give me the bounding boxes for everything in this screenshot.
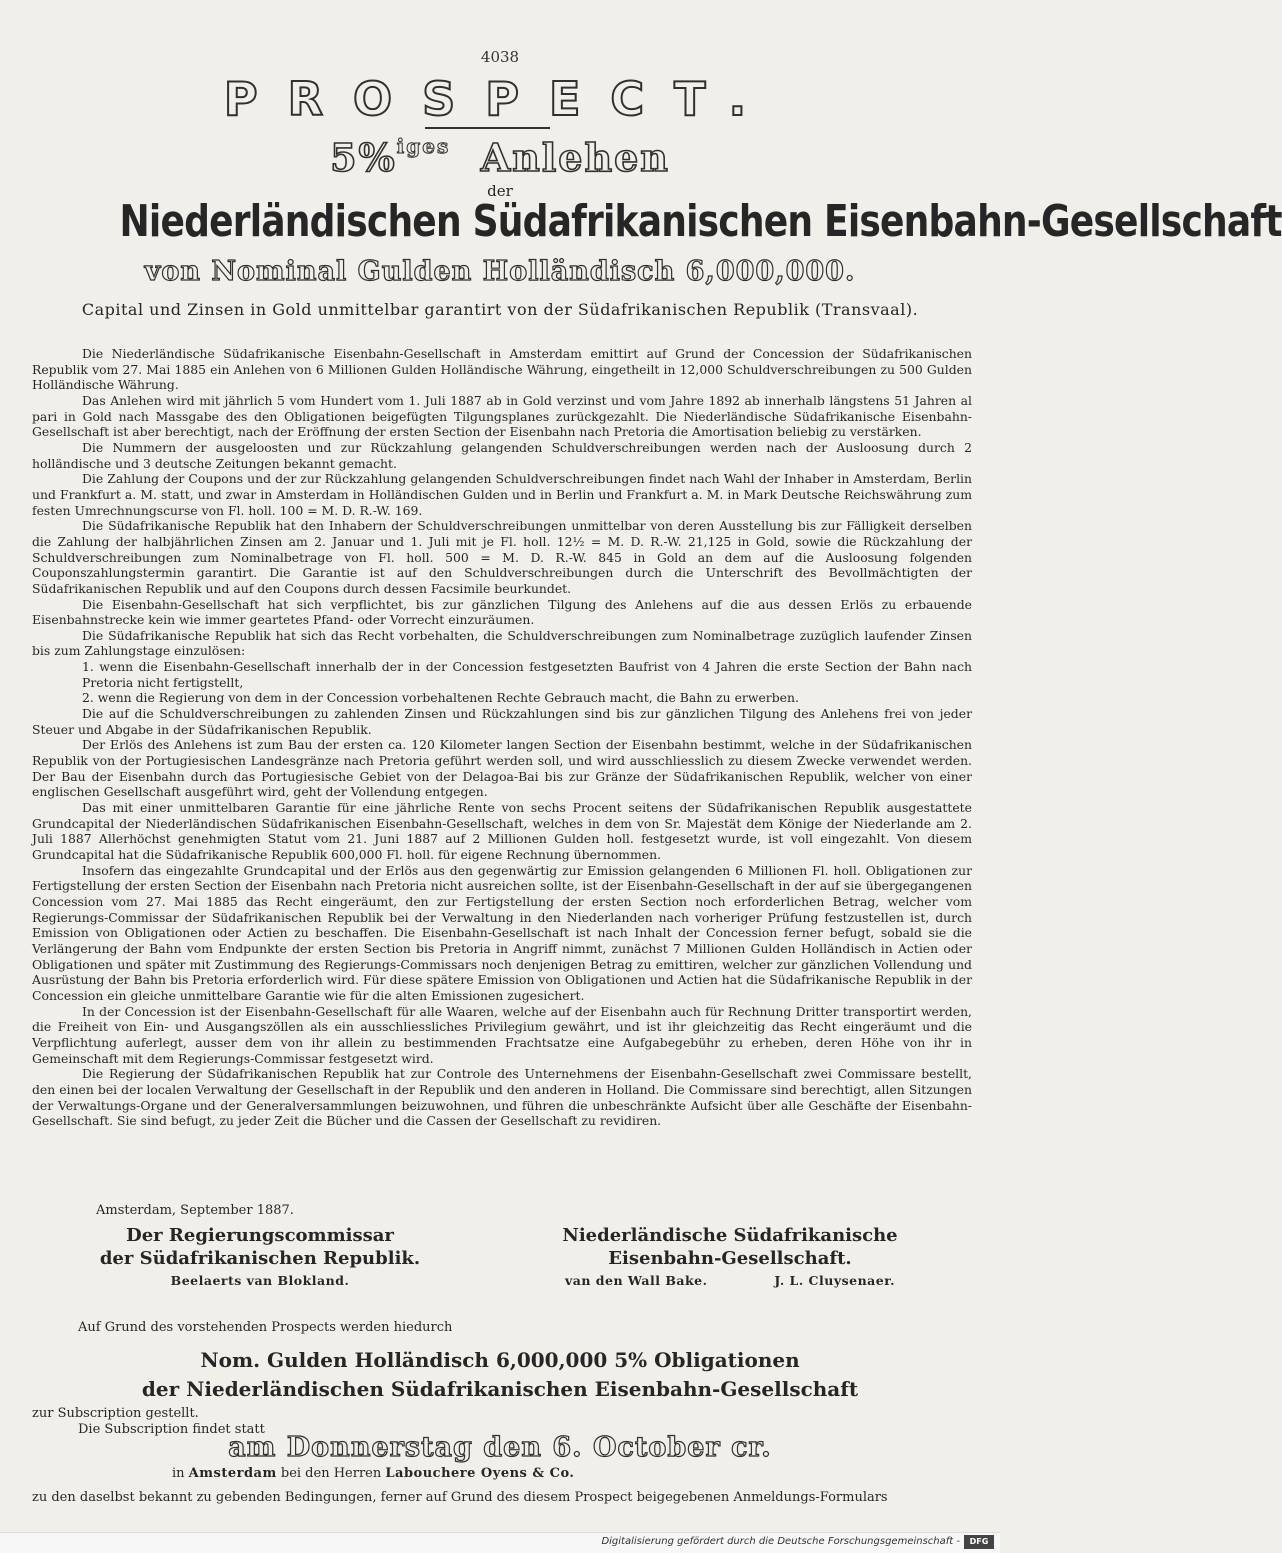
prospect-title: PROSPECT. — [223, 72, 777, 126]
signature-block-government — [80, 1224, 440, 1288]
footer-credit: Digitalisierung gefördert durch die Deutsche Forschungsgemeinschaft - — [601, 1536, 960, 1547]
loan-word: Anlehen — [480, 135, 670, 180]
prospect-body — [32, 346, 972, 1129]
signature-title: Der Regierungscommissar — [126, 1225, 394, 1246]
loan-rate: 5% — [330, 135, 397, 180]
subscription-offered: zur Subscription gestellt. — [32, 1406, 199, 1421]
signatory-name: van den Wall Bake. — [565, 1273, 708, 1288]
body-paragraph: Der Erlös des Anlehens ist zum Bau der ersten ca. 120 Kilometer langen Section der Eisenbahn bestimmt, welche in der Südafrikanischen Republik von der Portugiesischen Landesgränze nach Pretoria geführt werden soll, und wird ausschliesslich zu diesem Zwecke verwendet werden. Der Bau der Eisenbahn durch das Portugiesische Gebiet von der Delagoa-Bai bis zur Gränze der Südafrikanischen Republik, welcher von einer englischen Gesellschaft ausgeführt wird, geht der Vollendung entgegen. — [32, 737, 972, 800]
signature-block-company — [545, 1224, 915, 1288]
signatory-name: J. L. Cluysenaer. — [774, 1273, 895, 1288]
list-item: 2. wenn die Regierung von dem in der Concession vorbehaltenen Rechte Gebrauch macht, die Bahn zu erwerben. — [82, 690, 799, 706]
location-bank: Labouchere Oyens & Co. — [385, 1466, 575, 1481]
body-paragraph: Die Niederländische Südafrikanische Eisenbahn-Gesellschaft in Amsterdam emittirt auf Grund der Concession der Südafrikanischen Republik vom 27. Mai 1885 ein Anlehen von 6 Millionen Gulden Holländische Währung, eingetheilt in 12,000 Schuldverschreibungen zu 500 Gulden Holländische Währung. — [32, 346, 972, 393]
signatory-names — [545, 1273, 915, 1288]
signature-title: der Südafrikanischen Republik. — [99, 1248, 421, 1269]
page-number: 4038 — [480, 48, 520, 66]
obligations-heading — [0, 1346, 1000, 1404]
loan-rate-suffix: iges — [396, 134, 451, 158]
subscription-takes-place: Die Subscription findet statt — [78, 1422, 265, 1437]
body-paragraph: Das mit einer unmittelbaren Garantie für eine jährliche Rente von sechs Procent seitens der Südafrikanischen Republik ausgestattete Grundcapital der Niederländischen Südafrikanischen Eisenbahn-Gesellschaft, welches in dem von Sr. Majestät dem Könige der Niederlande am 2. Juli 1887 Allerhöchst genehmigten Statut vom 21. Juni 1887 auf 2 Millionen Gulden holl. festgesetzt wurde, ist voll eingezahlt. Von diesem Grundcapital hat die Südafrikanische Republik 600,000 Fl. holl. für eigene Rechnung übernommen. — [32, 800, 972, 862]
body-paragraph: Das Anlehen wird mit jährlich 5 vom Hundert vom 1. Juli 1887 ab in Gold verzinst und vom Jahre 1892 ab innerhalb längstens 51 Jahren al pari in Gold nach Massgabe des den Obligationen beigefügten Tilgungsplanes zurückgezahlt. Die Niederländische Südafrikanische Eisenbahn-Gesellschaft ist aber berechtigt, nach der Eröffnung der ersten Section der Eisenbahn nach Pretoria die Amortisation beliebig zu verstärken. — [32, 392, 972, 440]
location-mid: bei den Herren — [280, 1466, 382, 1481]
guarantee-line: Capital und Zinsen in Gold unmittelbar garantirt von der Südafrikanischen Republik (Transvaal). — [81, 300, 919, 319]
body-paragraph: Die Regierung der Südafrikanischen Republik hat zur Controle des Unternehmens der Eisenbahn-Gesellschaft zwei Commissare bestellt, den einen bei der localen Verwaltung der Gesellschaft in der Republik und den anderen in Holland. Die Commissare sind berechtigt, allen Sitzungen der Verwaltungs-Organe und der Generalversammlungen beizuwohnen, und führen die unbeschränkte Aufsicht über alle Geschäfte der Eisenbahn-Gesellschaft. Sie sind befugt, zu jeder Zeit die Bücher und die Cassen der Gesellschaft zu revidiren. — [32, 1066, 972, 1129]
subscription-intro: Auf Grund des vorstehenden Prospects werden hiedurch — [78, 1320, 453, 1335]
body-paragraph: In der Concession ist der Eisenbahn-Gesellschaft für alle Waaren, welche auf der Eisenbahn auch für Rechnung Dritter transportirt werden, die Freiheit von Ein- und Ausgangszöllen als ein ausschliessliches Privilegium gewährt, und ist ihr gleichzeitig das Recht eingeräumt und die Verpflichtung auferlegt, ausser dem von ihr allein zu bestimmenden Frachtsatze eine Aufgabegebühr zu erheben, deren Höhe von ihr in Gemeinschaft mit dem Regierungs-Commissar festgesetzt wird. — [32, 1003, 972, 1066]
subscription-date: am Donnerstag den 6. October cr. — [228, 1432, 772, 1463]
body-paragraph: Die Südafrikanische Republik hat sich das Recht vorbehalten, die Schuldverschreibungen zum Nominalbetrage zuzüglich laufender Zinsen bis zum Zahlungstage einzulösen: — [32, 627, 972, 659]
signature-title: Niederländische Südafrikanische — [562, 1225, 898, 1246]
der-line: der — [487, 182, 513, 200]
date-line: Amsterdam, September 1887. — [96, 1203, 294, 1218]
final-conditions: zu den daselbst bekannt zu gebenden Bedingungen, ferner auf Grund des diesem Prospect beigegebenen Anmeldungs-Formulars — [32, 1490, 888, 1505]
list-item: 1. wenn die Eisenbahn-Gesellschaft innerhalb der in der Concession festgesetzten Baufrist von 4 Jahren die erste Section der Bahn nach Pretoria nicht fertigstellt, — [82, 659, 972, 690]
body-paragraph: Die Südafrikanische Republik hat den Inhabern der Schuldverschreibungen unmittelbar von deren Ausstellung bis zur Fälligkeit derselben die Zahlung der halbjährlichen Zinsen am 2. Januar und 1. Juli mit je Fl. holl. 12½ = M. D. R.-W. 21,125 in Gold, sowie die Rückzahlung der Schuldverschreibungen zum Nominalbetrage von Fl. holl. 500 = M. D. R.-W. 845 in Gold an dem auf die Ausloosung folgenden Couponszahlungstermin garantirt. Die Garantie ist auf den Schuldverschreibungen durch die Unterschrift des Bevollmächtigten der Südafrikanischen Republik und auf den Coupons durch dessen Facsimile beurkundet. — [32, 518, 972, 596]
body-paragraph: Die Eisenbahn-Gesellschaft hat sich verpflichtet, bis zur gänzlichen Tilgung des Anlehens auf die aus dessen Erlös zu erbauende Eisenbahnstrecke kein wie immer geartetes Pfand- oder Vorrecht einzuräumen. — [32, 596, 972, 628]
obligations-company: der Niederländischen Südafrikanischen Eisenbahn-Gesellschaft — [141, 1377, 859, 1401]
signature-title: Eisenbahn-Gesellschaft. — [608, 1248, 852, 1269]
loan-heading — [0, 134, 1000, 180]
subscription-location — [172, 1466, 574, 1481]
signatory-name: Beelaerts van Blokland. — [170, 1273, 350, 1288]
nominal-amount: von Nominal Gulden Holländisch 6,000,000. — [144, 256, 856, 287]
dfg-logo: DFG — [964, 1535, 994, 1549]
body-paragraph: Die Zahlung der Coupons und der zur Rückzahlung gelangenden Schuldverschreibungen findet nach Wahl der Inhaber in Amsterdam, Berlin und Frankfurt a. M. statt, und zwar in Amsterdam in Holländischen Gulden und in Berlin und Frankfurt a. M. in Mark Deutsche Reichswährung zum festen Umrechnungscurse von Fl. holl. 100 = M. D. R.-W. 169. — [32, 471, 972, 518]
body-paragraph: Die auf die Schuldverschreibungen zu zahlenden Zinsen und Rückzahlungen sind bis zur gänzlichen Tilgung des Anlehens frei von jeder Steuer und Abgabe in der Südafrikanischen Republik. — [32, 706, 972, 737]
company-name: Niederländischen Südafrikanischen Eisenbahn-Gesellschaft — [119, 196, 1282, 247]
obligations-line: Nom. Gulden Holländisch 6,000,000 5% Obligationen — [200, 1348, 800, 1372]
location-city: Amsterdam — [188, 1466, 277, 1481]
location-prefix: in — [172, 1466, 185, 1481]
body-paragraph: Insofern das eingezahlte Grundcapital und der Erlös aus den gegenwärtig zur Emission gelangenden 6 Millionen Fl. holl. Obligationen zur Fertigstellung der ersten Section der Eisenbahn nach Pretoria nicht ausreichen sollte, ist der Eisenbahn-Gesellschaft in der auf sie übergegangenen Concession vom 27. Mai 1885 das Recht eingeräumt, den zur Fertigstellung der ersten Section noch erforderlichen Betrag, welcher vom Regierungs-Commissar der Südafrikanischen Republik bei der Verwaltung in den Niederlanden nach vorheriger Prüfung festzustellen ist, durch Emission von Obligationen oder Actien zu beschaffen. Die Eisenbahn-Gesellschaft ist nach Inhalt der Concession ferner befugt, sobald sie die Verlängerung der Bahn vom Endpunkte der ersten Section bis Pretoria in Angriff nimmt, zunächst 7 Millionen Gulden Holländisch in Actien oder Obligationen und später mit Zustimmung des Regierungs-Commissars noch denjenigen Betrag zu emittiren, welcher zur gänzlichen Vollendung und Ausrüstung der Bahn bis Pretoria erforderlich wird. Für diese spätere Emission von Obligationen und Actien hat die Südafrikanische Republik in der Concession ein gleiche unmittelbare Garantie wie für die alten Emissionen zugesichert. — [32, 862, 972, 1003]
digitization-footer — [0, 1532, 1000, 1553]
body-paragraph: Die Nummern der ausgeloosten und zur Rückzahlung gelangenden Schuldverschreibungen werden nach der Ausloosung durch 2 holländische und 3 deutsche Zeitungen bekannt gemacht. — [32, 439, 972, 471]
title-underline — [425, 127, 550, 129]
